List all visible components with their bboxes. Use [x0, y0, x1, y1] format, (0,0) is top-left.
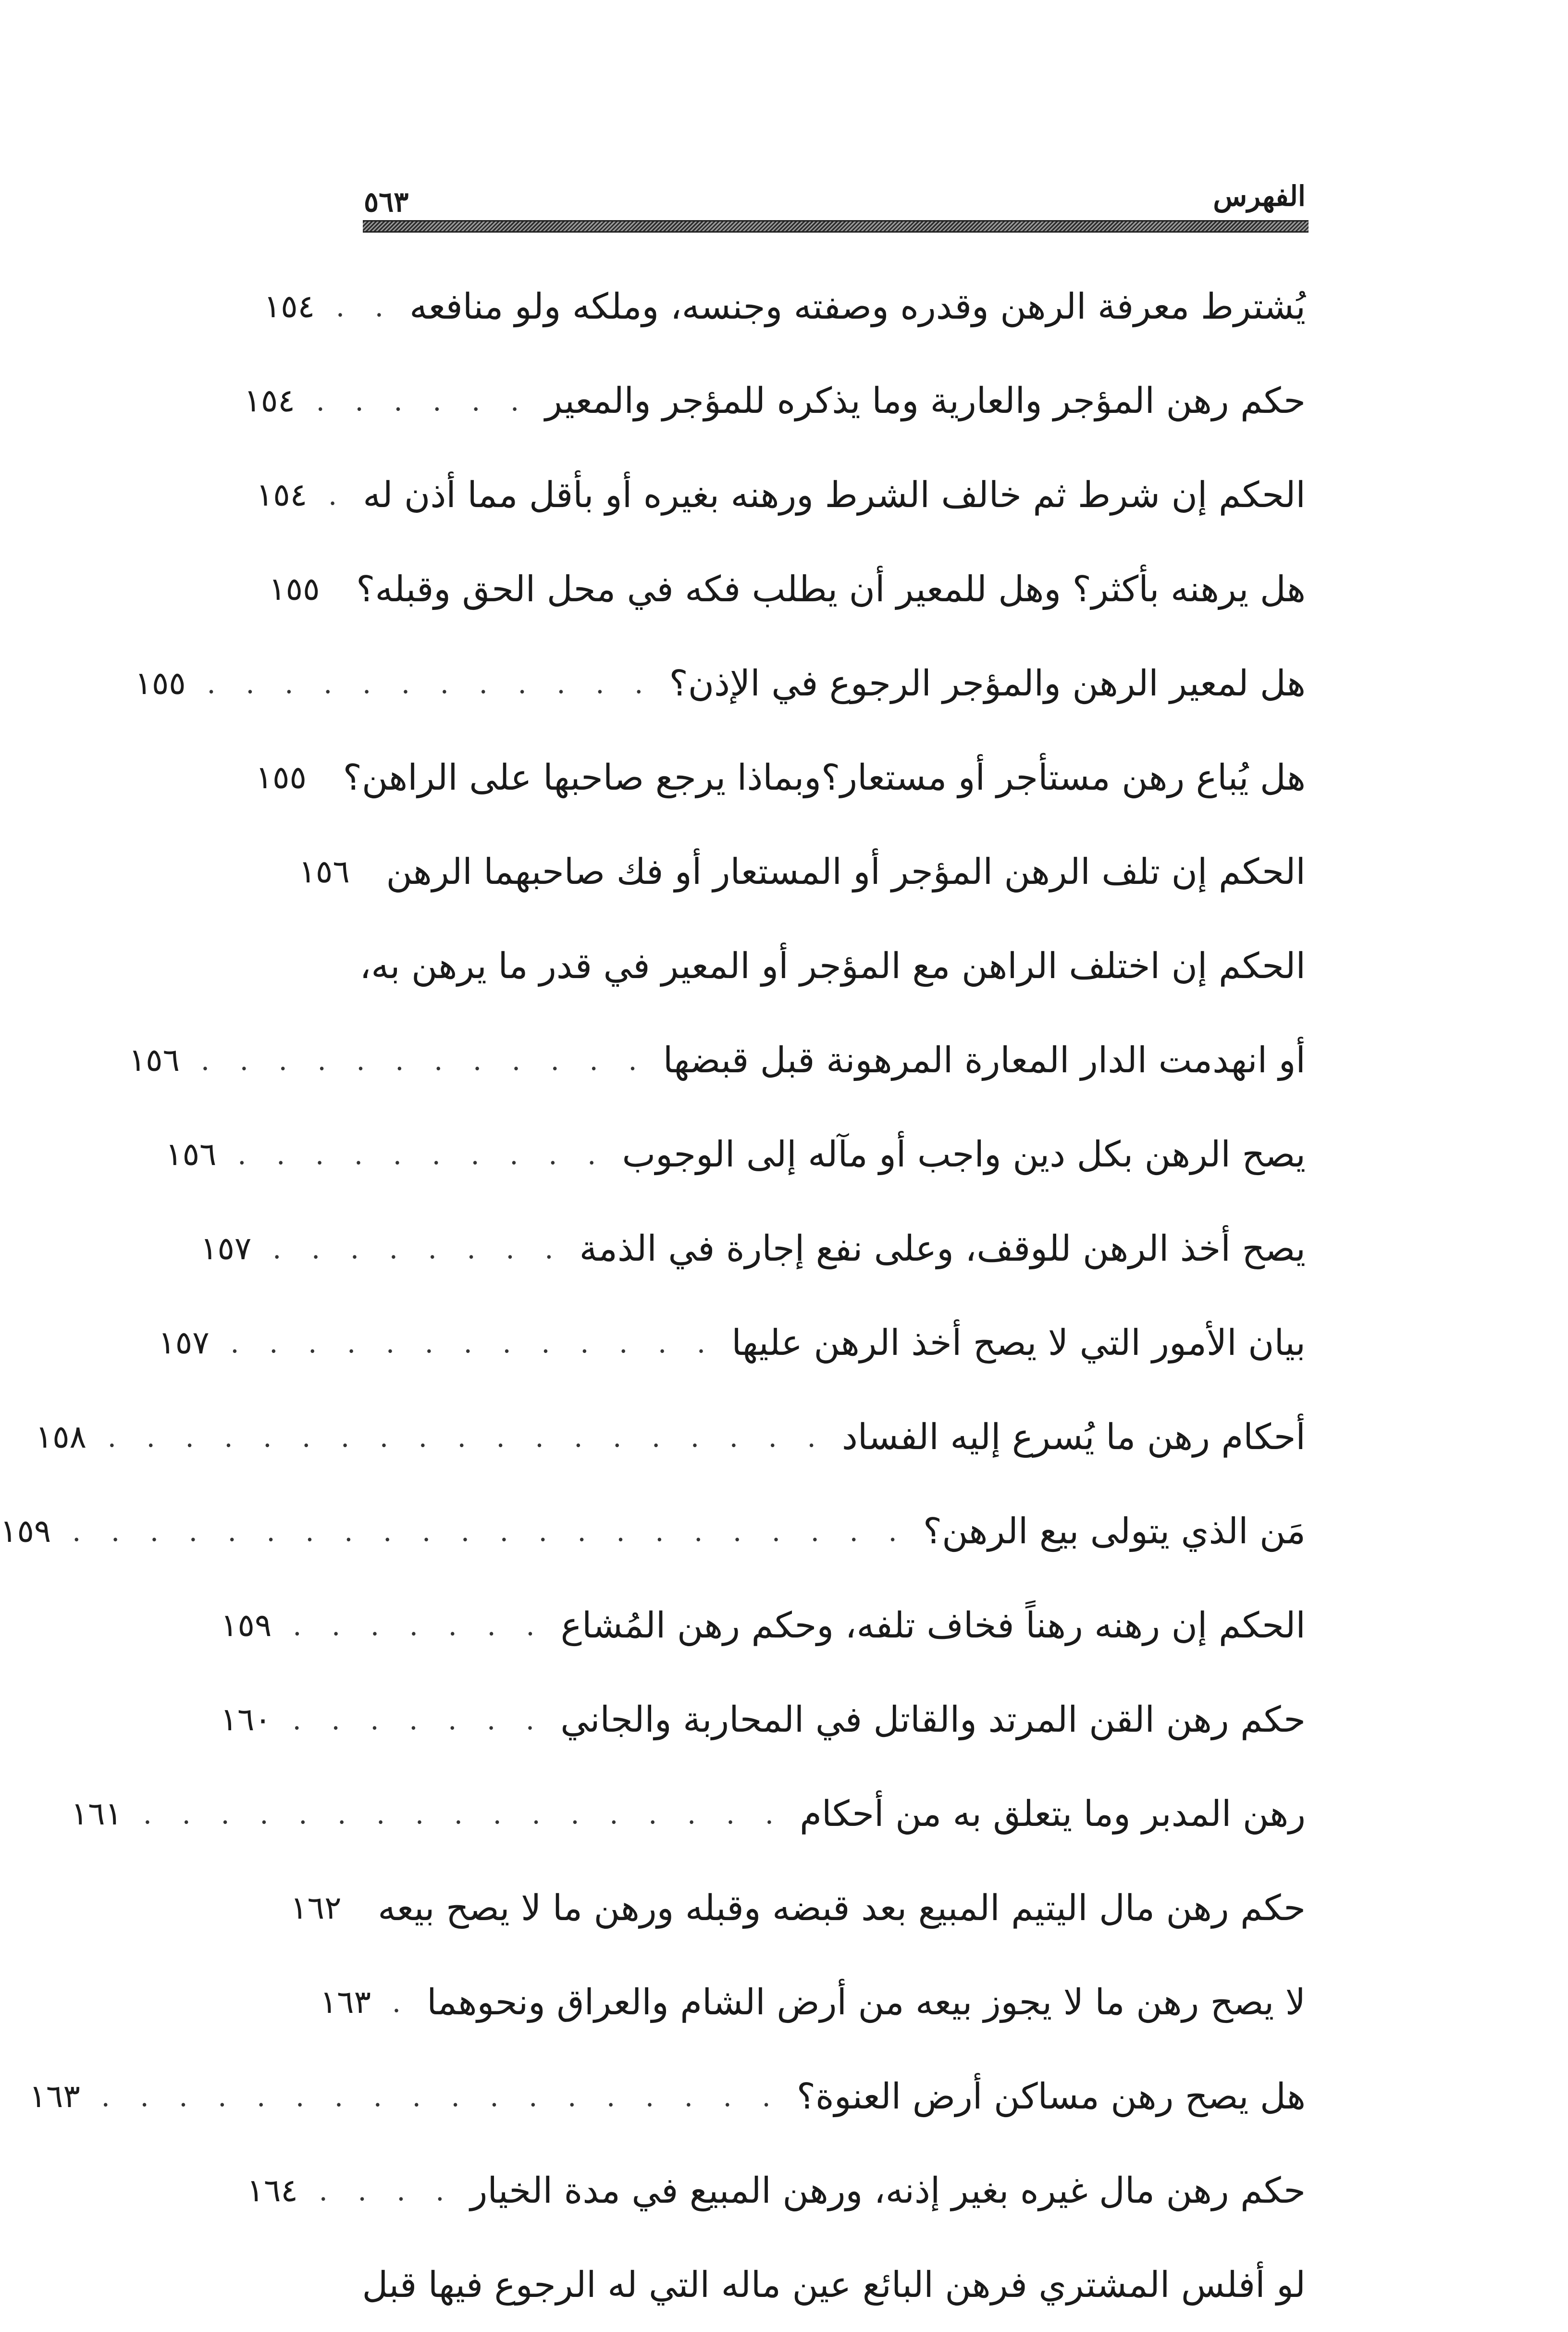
- toc-page-number: ١٦٣: [320, 1984, 371, 2021]
- toc-entry: [349, 919, 1306, 1013]
- toc-entry: [165, 1107, 1306, 1202]
- toc-page-number: ١٥٤: [256, 476, 308, 513]
- toc-page-number: ١٦١: [71, 1795, 123, 1832]
- toc-entry-text: مَن الذي يتولى بيع الرهن؟: [923, 1511, 1306, 1552]
- toc-page-number: ١٥٤: [244, 382, 295, 419]
- toc-entry: [221, 1578, 1306, 1673]
- toc-page-number: ١٦٢: [290, 1889, 342, 1926]
- toc-entry-text: رهن المدبر وما يتعلق به من أحكام: [800, 1793, 1306, 1835]
- header-divider: [363, 220, 1309, 233]
- toc-entry-text: الحكم إن اختلف الراهن مع المؤجر أو المعير في قدر ما يرهن به،: [359, 945, 1306, 987]
- toc-dot-leader: . . . . . . .: [293, 1609, 545, 1642]
- toc-page-number: ١٥٤: [263, 288, 315, 325]
- toc-dot-leader: .: [392, 1986, 412, 2019]
- toc-page-number: ١٥٨: [35, 1418, 87, 1455]
- toc-entry-text: الحكم إن شرط ثم خالف الشرط ورهنه بغيره أو بأقل مما أذن له: [363, 474, 1306, 516]
- toc-entry: [0, 1484, 1306, 1578]
- toc-entry: [158, 1296, 1306, 1390]
- toc-dot-leader: . . . . . . . . . . . .: [200, 1044, 648, 1077]
- page-number: ٥٦٣: [364, 186, 409, 218]
- toc-dot-leader: . .: [335, 290, 395, 323]
- toc-page-number: ١٦٠: [220, 1701, 272, 1738]
- toc-dot-leader: . . . .: [319, 2174, 455, 2207]
- toc-page-number: ١٥٥: [135, 665, 186, 702]
- toc-dot-leader: . . . . . . . . . . . . . . . . . . .: [107, 1421, 827, 1453]
- toc-dot-leader: . . . . . .: [316, 385, 530, 417]
- toc-entry-text: حكم رهن مال اليتيم المبيع بعد قبضه وقبله ورهن ما لا يصح بيعه: [378, 1887, 1306, 1929]
- toc-page-number: ١٥٥: [255, 759, 307, 796]
- toc-entry: [200, 1202, 1306, 1296]
- toc-dot-leader: .: [328, 479, 348, 511]
- toc-page-number: ١٥٧: [158, 1324, 210, 1361]
- toc-dot-leader: . . . . . . . .: [272, 1232, 564, 1265]
- toc-page-number: ١٥٩: [221, 1607, 272, 1644]
- toc-entry-text: هل يصح رهن مساكن أرض العنوة؟: [796, 2076, 1306, 2117]
- toc-dot-leader: . . . . . . .: [292, 1703, 545, 1736]
- toc-entry-text: الحكم إن تلف الرهن المؤجر أو المستعار أو فك صاحبهما الرهن: [386, 851, 1306, 893]
- toc-entry-text: يصح الرهن بكل دين واجب أو مآله إلى الوجوب: [622, 1134, 1306, 1175]
- toc-entry: [320, 1955, 1306, 2049]
- toc-entry: [263, 260, 1306, 354]
- toc-entry: [29, 2049, 1306, 2144]
- toc-page-number: ١٦٣: [29, 2078, 80, 2115]
- toc-entry: [135, 636, 1306, 731]
- toc-entry-text: هل لمعير الرهن والمؤجر الرجوع في الإذن؟: [669, 663, 1306, 704]
- toc-entry-text: بيان الأمور التي لا يصح أخذ الرهن عليها: [731, 1322, 1306, 1364]
- toc-entry-text: يصح أخذ الرهن للوقف، وعلى نفع إجارة في الذمة: [579, 1228, 1306, 1269]
- toc-dot-leader: . . . . . . . . . . . . . . . . . .: [101, 2080, 781, 2113]
- toc-entry-text: حكم رهن المؤجر والعارية وما يذكره للمؤجر والمعير: [545, 380, 1306, 422]
- table-of-contents: [0, 260, 1306, 2332]
- toc-entry: [298, 825, 1306, 919]
- toc-entry-text: أحكام رهن ما يُسرع إليه الفساد: [841, 1416, 1306, 1458]
- toc-page-number: ١٥٦: [128, 1042, 180, 1079]
- toc-entry: [247, 2144, 1306, 2238]
- page-header: [364, 177, 1306, 218]
- toc-entry: [220, 1673, 1306, 1767]
- toc-page-number: ١٥٦: [298, 853, 350, 890]
- toc-entry: [255, 731, 1306, 825]
- toc-entry-text: لو أفلس المشتري فرهن البائع عين ماله التي له الرجوع فيها قبل: [362, 2264, 1306, 2306]
- toc-entry: [256, 448, 1306, 542]
- toc-entry-text: هل يُباع رهن مستأجر أو مستعار؟وبماذا يرجع صاحبها على الراهن؟: [343, 757, 1306, 798]
- toc-entry: [71, 1767, 1306, 1861]
- toc-entry: [35, 1390, 1306, 1484]
- toc-entry: [290, 1861, 1306, 1955]
- toc-entry: [244, 354, 1306, 448]
- toc-dot-leader: . . . . . . . . . . . . . . . . . . . . . .: [72, 1515, 908, 1548]
- toc-entry-text: لا يصح رهن ما لا يجوز بيعه من أرض الشام والعراق ونحوهما: [427, 1982, 1306, 2023]
- toc-page-number: ١٦٤: [247, 2172, 298, 2209]
- toc-entry-text: يُشترط معرفة الرهن وقدره وصفته وجنسه، وملكه ولو منافعه: [409, 286, 1306, 327]
- toc-dot-leader: . . . . . . . . . .: [237, 1138, 607, 1171]
- toc-entry-text: هل يرهنه بأكثر؟ وهل للمعير أن يطلب فكه في محل الحق وقبله؟: [356, 569, 1306, 610]
- toc-page-number: ١٥٥: [269, 571, 320, 608]
- toc-entry: [269, 542, 1306, 636]
- toc-page-number: ١٥٩: [0, 1513, 51, 1550]
- toc-page-number: ١٥٧: [200, 1230, 252, 1267]
- toc-dot-leader: . . . . . . . . . . . . .: [230, 1327, 716, 1359]
- toc-dot-leader: . . . . . . . . . . . . . . . . .: [143, 1798, 785, 1830]
- toc-dot-leader: . . . . . . . . . . . .: [207, 667, 654, 700]
- toc-page-number: ١٥٦: [165, 1136, 217, 1173]
- toc-entry: [349, 2238, 1306, 2332]
- page-title: الفهرس: [1213, 180, 1306, 212]
- toc-entry-text: الحكم إن رهنه رهناً فخاف تلفه، وحكم رهن المُشاع: [560, 1605, 1306, 1646]
- toc-entry-text: أو انهدمت الدار المعارة المرهونة قبل قبضها: [663, 1040, 1306, 1081]
- toc-entry-text: حكم رهن القن المرتد والقاتل في المحاربة والجاني: [560, 1699, 1306, 1740]
- toc-entry: [128, 1013, 1306, 1107]
- toc-entry-text: حكم رهن مال غيره بغير إذنه، ورهن المبيع في مدة الخيار: [470, 2170, 1306, 2211]
